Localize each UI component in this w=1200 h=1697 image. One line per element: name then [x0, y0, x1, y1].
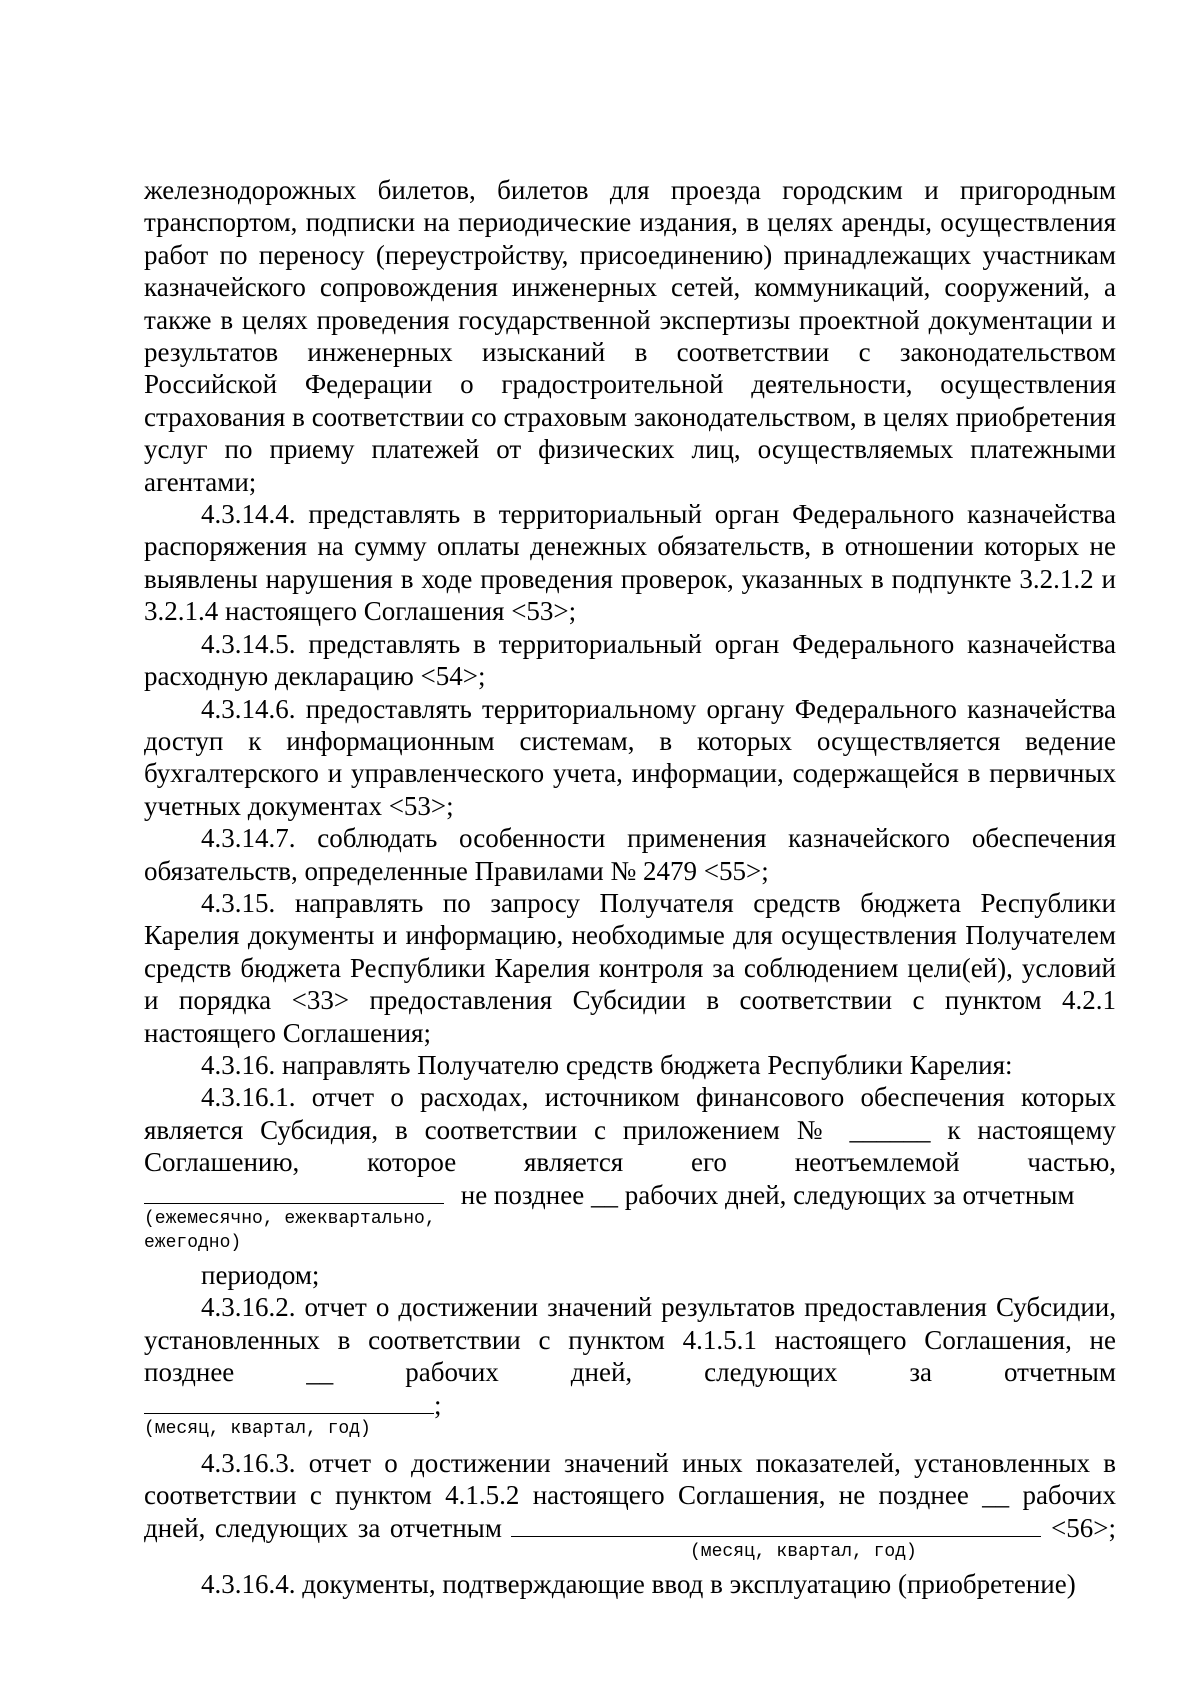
- paragraph-4-3-16-1-period-line: [144, 1179, 1116, 1211]
- paragraph-4-3-14-7: 4.3.14.7. соблюдать особенности применения казначейского обеспечения обязательств, определенные Правилами № 2479 <55>;: [144, 823, 1116, 886]
- period-note-2: (месяц, квартал, год): [144, 1419, 371, 1439]
- paragraph-4-3-16-4: 4.3.16.4. документы, подтверждающие ввод в эксплуатацию (приобретение): [201, 1569, 1076, 1600]
- paragraph-4-3-16-3-end: <56>;: [1051, 1512, 1117, 1543]
- period-blank-3: [511, 1512, 1041, 1537]
- paragraph-4-3-15: 4.3.15. направлять по запросу Получателя средств бюджета Республики Карелия документы и информацию, необходимые для осуществления Получателем средств бюджета Республики Карелия контроля за соблюдением цели(ей), условий и порядка <33> предоставления Субсидии в соответствии с пунктом 4.2.1 настоящего Соглашения;: [144, 887, 1116, 1048]
- paragraph-4-3-14-6: 4.3.14.6. предоставлять территориальному органу Федерального казначейства доступ к информационным системам, в которых осуществляется ведение бухгалтерского и управленческого учета, информации, содержащейся в первичных учетных документах <53>;: [144, 693, 1116, 821]
- paragraph-4-3-14-4: 4.3.14.4. представлять в территориальный орган Федерального казначейства распоряжения на сумму оплаты денежных обязательств, в отношении которых не выявлены нарушения в ходе проведения проверок, указанных в подпункте 3.2.1.2 и 3.2.1.4 настоящего Соглашения <53>;: [144, 499, 1116, 627]
- document-body: [144, 174, 1116, 1601]
- period-blank: [144, 1179, 444, 1204]
- paragraph-4-3-16-3-text: 4.3.16.3. отчет о достижении значений иных показателей, установленных в соответствии с пунктом 4.1.5.2 настоящего Соглашения, не позднее __ рабочих дней, следующих за отчетным: [144, 1448, 1116, 1543]
- paragraph-4-3-16: 4.3.16. направлять Получателю средств бюджета Республики Карелия:: [201, 1049, 1013, 1080]
- paragraph-4-3-16-1-deadline: не позднее __ рабочих дней, следующих за отчетным: [460, 1179, 1075, 1210]
- paragraph-4-3-16-2-end: ;: [434, 1389, 442, 1420]
- paragraph-4-3-16-2-period-line: [144, 1389, 1116, 1421]
- period-note-3: (месяц, квартал, год): [690, 1542, 917, 1563]
- paragraph-4-3-16-1: 4.3.16.1. отчет о расходах, источником финансового обеспечения которых является Субсидия, в соответствии с приложением № ______ к настоящему Соглашению, которое является его неотъемлемой частью,: [144, 1082, 1116, 1178]
- period-blank-2: [144, 1389, 434, 1414]
- period-note: (ежемесячно, ежеквартально, ежегодно): [144, 1208, 436, 1253]
- paragraph-4-3-16-2: 4.3.16.2. отчет о достижении значений результатов предоставления Субсидии, установленных в соответствии с пунктом 4.1.5.1 настоящего Соглашения, не позднее __ рабочих дней, следующих за отчетным: [144, 1292, 1116, 1388]
- paragraph-4-3-16-3: [144, 1447, 1116, 1544]
- paragraph-4-3-16-1-end: периодом;: [201, 1259, 320, 1290]
- paragraph-4-3-14-5: 4.3.14.5. представлять в территориальный орган Федерального казначейства расходную декларацию <54>;: [144, 628, 1116, 692]
- paragraph-intro: железнодорожных билетов, билетов для проезда городским и пригородным транспортом, подписки на периодические издания, в целях аренды, осуществления работ по переносу (переустройству, присоединению) принадлежащих участникам казначейского сопровождения инженерных сетей, коммуникаций, сооружений, а также в целях проведения государственной экспертизы проектной документации и результатов инженерных изысканий в соответствии с законодательством Российской Федерации о градостроительной деятельности, осуществления страхования в соответствии со страховым законодательством, в целях приобретения услуг по приему платежей от физических лиц, осуществляемых платежными агентами;: [144, 175, 1116, 497]
